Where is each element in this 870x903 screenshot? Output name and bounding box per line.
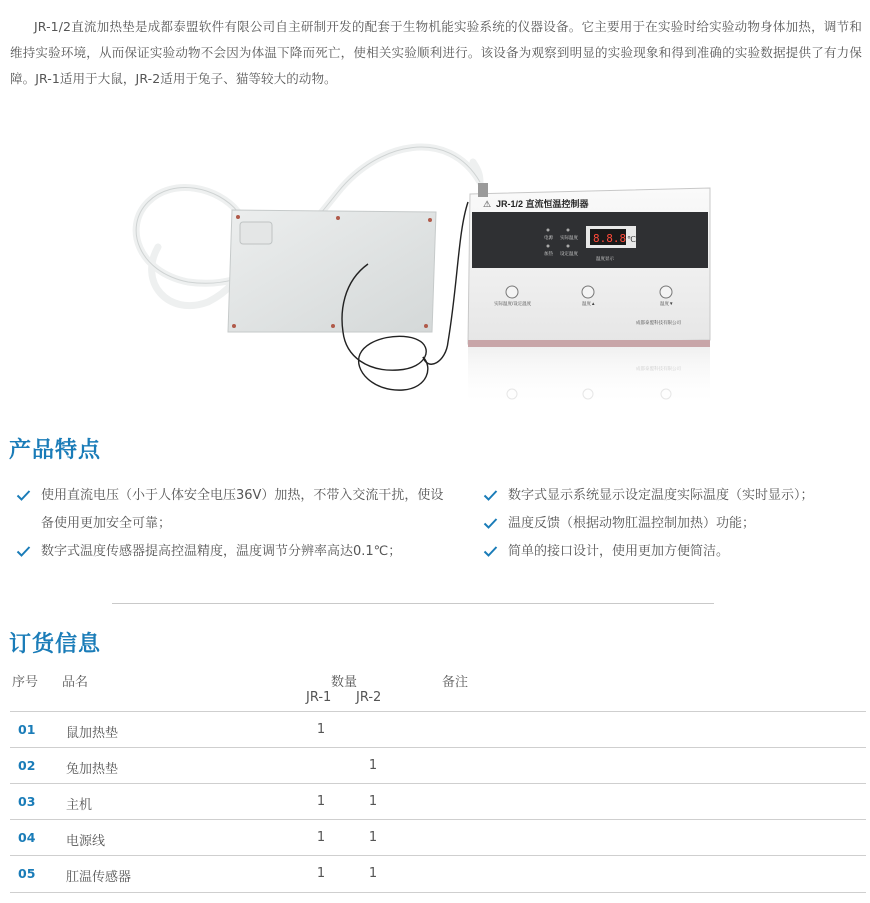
reflection-text: 成都泰盟科技有限公司 — [636, 366, 681, 371]
feature-item — [483, 510, 868, 538]
intro-paragraph: JR-1/2直流加热垫是成都泰盟软件有限公司自主研制开发的配套于生物机能实验系统的仪器设备。它主要用于在实验时给实验动物身体加热，调节和维持实验环境，从而保证实验动物不会因为体温下降而死亡，使相关实验顺利进行。该设备为观察到明显的实验现象和得到准确的实验数据提供了有力保障。JR-1适用于大鼠，JR-2适用于兔子、猫等较大的动物。 — [10, 19, 862, 86]
row-name: 电源线 — [66, 834, 106, 849]
table-bottom-rule — [10, 892, 866, 893]
display-unit: ℃ — [627, 235, 636, 244]
row-name: 鼠加热垫 — [66, 726, 119, 741]
header-remark: 备注 — [442, 675, 469, 690]
check-icon — [483, 489, 498, 502]
check-icon — [483, 517, 498, 530]
row-qty-jr1: 1 — [316, 722, 326, 737]
indicator-label: 加热 — [544, 251, 553, 256]
indicator-label: 设定温度 — [560, 251, 578, 256]
header-qty-jr1: JR-1 — [306, 690, 332, 705]
check-icon — [16, 489, 31, 502]
feature-text: 温度反馈（根据动物肛温控制加热）功能； — [508, 516, 756, 531]
row-qty-jr2: 1 — [368, 830, 378, 845]
row-number: 01 — [18, 722, 36, 737]
row-name: 主机 — [66, 798, 93, 813]
manufacturer-label: 成都泰盟科技有限公司 — [636, 320, 681, 325]
feature-item — [483, 538, 868, 566]
features-title: 产品特点 — [9, 438, 102, 463]
row-name: 肛温传感器 — [66, 870, 132, 885]
header-name: 品名 — [62, 675, 89, 690]
row-qty-jr2: 1 — [368, 866, 378, 881]
button-label: 温度▲ — [582, 301, 596, 306]
controller-unit — [468, 183, 710, 347]
check-icon — [16, 545, 31, 558]
device-model-label: JR-1/2 直流恒温控制器 — [496, 199, 589, 209]
check-icon — [483, 545, 498, 558]
feature-text: 使用直流电压（小于人体安全电压36V）加热，不带入交流干扰，使设备使用更加安全可靠； — [41, 488, 444, 531]
feature-item — [16, 538, 456, 566]
table-row — [10, 819, 866, 856]
feature-text: 简单的接口设计，使用更加方便简洁。 — [508, 544, 730, 559]
table-row — [10, 855, 866, 892]
indicator-label: 实际温度 — [560, 235, 578, 240]
button-label: 温度▼ — [660, 301, 674, 306]
indicator-label: 电源 — [544, 235, 553, 240]
table-row — [10, 711, 866, 748]
row-qty-jr1: 1 — [316, 794, 326, 809]
table-row — [10, 747, 866, 784]
order-title: 订货信息 — [9, 632, 102, 657]
svg-text:⚠: ⚠ — [483, 199, 492, 209]
row-number: 02 — [18, 758, 36, 773]
button-label: 实际温度/设定温度 — [494, 301, 532, 306]
header-qty: 数量 — [331, 675, 358, 690]
row-qty-jr1: 1 — [316, 830, 326, 845]
row-number: 05 — [18, 866, 36, 881]
heating-pad — [228, 210, 436, 332]
feature-text: 数字式温度传感器提高控温精度，温度调节分辨率高达0.1℃； — [41, 544, 402, 559]
row-qty-jr2: 1 — [368, 758, 378, 773]
header-no: 序号 — [12, 675, 39, 690]
display-caption: 温度显示 — [596, 256, 614, 261]
header-qty-jr2: JR-2 — [356, 690, 382, 705]
row-number: 03 — [18, 794, 36, 809]
led-display: 8.8.8 — [593, 232, 627, 245]
feature-text: 数字式显示系统显示设定温度实际温度（实时显示）； — [508, 488, 814, 503]
row-number: 04 — [18, 830, 36, 845]
section-divider — [112, 603, 714, 604]
feature-item — [483, 482, 868, 510]
feature-item — [16, 482, 448, 538]
row-name: 兔加热垫 — [66, 762, 119, 777]
row-qty-jr1: 1 — [316, 866, 326, 881]
table-row — [10, 783, 866, 820]
product-photo — [128, 132, 728, 422]
row-qty-jr2: 1 — [368, 794, 378, 809]
